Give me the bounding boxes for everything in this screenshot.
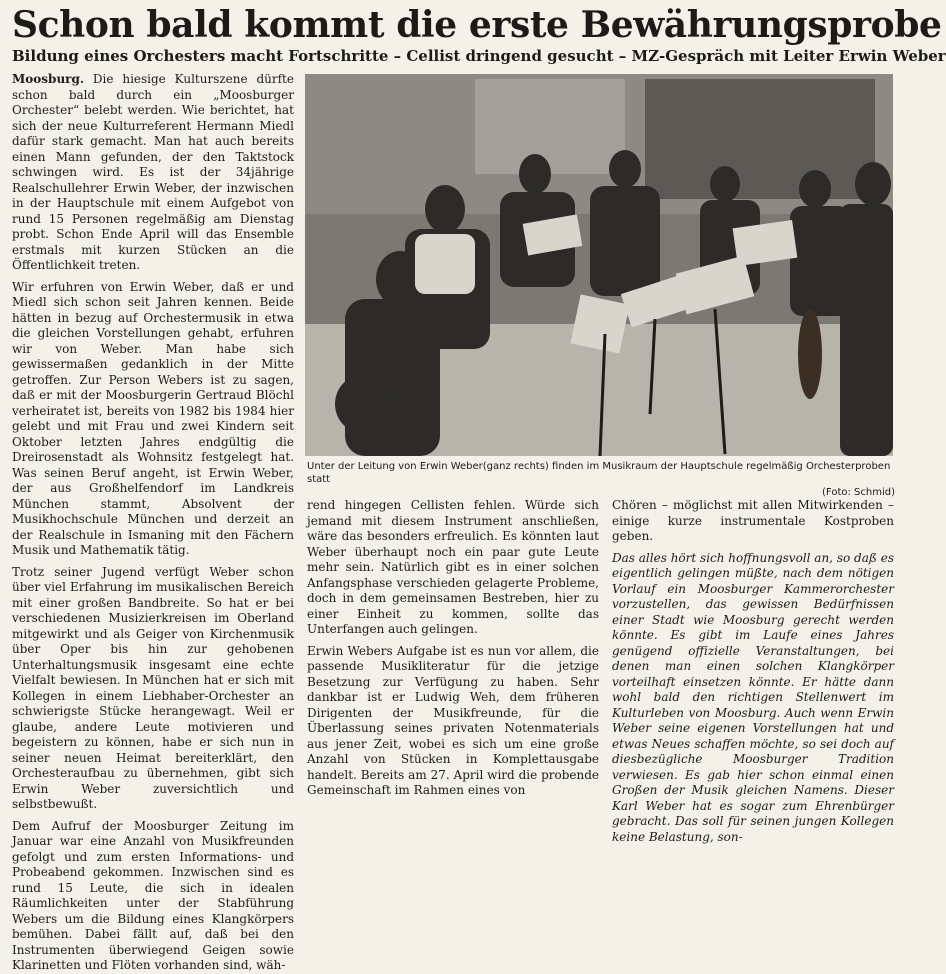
paragraph-text: Die hiesige Kulturszene dürfte schon bald durch ein „Moosburger Orchester“ belebt werden. Wie berichtet, hat sich der neue Kulturreferent Hermann Miedl dafür stark gemacht. Man hat auch bereits einen Mann gefunden, der den Taktstock schwingen wird. Es ist der 34jährige Realschullehrer Erwin Weber, der inzwischen in der Hauptschule mit einem Aufgebot von rund 15 Personen regelmäßig am Dienstag probt. Schon Ende April will das Ensemble erstmals mit kurzen Stücken an die Öffentlichkeit treten. xyxy=(12,72,294,272)
caption-text: Unter der Leitung von Erwin Weber(ganz rechts) finden im Musikraum der Hauptschule regelmäßig Orchesterproben statt xyxy=(307,461,891,485)
article-headline: Schon bald kommt die erste Bewährungsprobe xyxy=(12,4,942,46)
lead-place: Moosburg. xyxy=(12,72,85,86)
article-subheadline: Bildung eines Orchesters macht Fortschritte – Cellist dringend gesucht – MZ-Gespräch mit Leiter Erwin Weber xyxy=(12,47,946,65)
paragraph: Erwin Webers Aufgabe ist es nun vor allem, die passende Musikliteratur für die jetzige Besetzung zur Verfügung zu haben. Sehr dankbar ist er Ludwig Weh, dem früheren Dirigenten der Musikfreunde, für die Überlassung seines privaten Notenmaterials aus jener Zeit, wobei es sich um eine große Anzahl von Stücken in Komplettausgabe handelt. Bereits am 27. April wird die probende Gemeinschaft im Rahmen eines von xyxy=(307,643,599,797)
orchester-rehearsal-photo xyxy=(305,74,893,456)
paragraph xyxy=(12,72,294,274)
paragraph: Wir erfuhren von Erwin Weber, daß er und Miedl sich schon seit Jahren kennen. Beide hätten in bezug auf Orchestermusik in etwa die gleichen Vorstellungen gehabt, erfuhren wir von Weber. Man habe sich gewissermaßen gedanklich in der Mitte getroffen. Zur Person Webers ist zu sagen, daß er mit der Moosburgerin Gertraud Blöchl verheiratet ist, bereits von 1982 bis 1984 hier gelebt und mit Frau und zwei Kindern seit Oktober letzten Jahres endgültig die Dreirosenstadt als Wohnsitz festgelegt hat. Was seinen Beruf angeht, ist Erwin Weber, der aus Großhelfendorf im Landkreis München stammt, Absolvent der Musikhochschule München und derzeit an der Realschule in Ismaning mit den Fächern Musik und Mathematik tätig. xyxy=(12,279,294,557)
paragraph: Das alles hört sich hoffnungsvoll an, so daß es eigentlich gelingen müßte, nach dem nötigen Vorlauf ein Moosburger Kammerorchester vorzustellen, das gewissen Bedürfnissen einer Stadt wie Moosburg gerecht werden könnte. Es gibt im Laufe eines Jahres genügend offizielle Veranstaltungen, bei denen man einen solchen Klangkörper vorteilhaft einsetzen könnte. Er hätte dann wohl bald den richtigen Stellenwert im Kulturleben von Moosburg. Auch wenn Erwin Weber seine eigenen Vorstellungen hat und etwas Neues schaffen möchte, so sei doch auf diesbezügliche Moosburger Tradition verwiesen. Es gab hier schon einmal einen Großen der Musik gleichen Namens. Dieser Karl Weber hat es sogar zum Ehrenbürger gebracht. Das soll für seinen jungen Kollegen keine Belastung, son- xyxy=(612,550,894,844)
article-column-2 xyxy=(307,498,599,797)
photo-credit: (Foto: Schmid) xyxy=(822,487,895,498)
paragraph: Dem Aufruf der Moosburger Zeitung im Januar war eine Anzahl von Musikfreunden gefolgt und zum ersten Informations- und Probeabend gekommen. Inzwischen sind es rund 15 Leute, die sich in idealen Räumlichkeiten unter der Stabführung Webers um die Bildung eines Klangkörpers bemühen. Dabei fällt auf, daß bei den Instrumenten überwiegend Geigen sowie Klarinetten und Flöten vorhanden sind, wäh- xyxy=(12,818,294,972)
article-column-1 xyxy=(12,72,294,972)
article-photo xyxy=(305,74,893,456)
photo-caption xyxy=(307,460,895,499)
paragraph: rend hingegen Cellisten fehlen. Würde sich jemand mit diesem Instrument anschließen, wäre das besonders erfreulich. Es könnten laut Weber überhaupt noch ein paar gute Leute mehr sein. Natürlich gibt es in einer solchen Anfangsphase verschieden gelagerte Probleme, doch in dem gemeinsamen Bestreben, hier zu einer Einheit zu kommen, sollte das Unterfangen auch gelingen. xyxy=(307,498,599,636)
article-column-3 xyxy=(612,498,894,844)
paragraph: Trotz seiner Jugend verfügt Weber schon über viel Erfahrung im musikalischen Bereich mit einer großen Bandbreite. So hat er bei verschiedenen Musizierkreisen im Oberland mitgewirkt und als Geiger von Kirchenmusik über Oper bis hin zur gehobenen Unterhaltungsmusik insgesamt eine echte Vielfalt bewiesen. In München hat er sich mit Kollegen in einem Liebhaber-Orchester an schwierigste Stücke herangewagt. Weil er glaube, andere Leute motivieren und begeistern zu können, habe er sich nun in seiner neuen Heimat bereiterklärt, den Orchesteraufbau zu übernehmen, gibt sich Erwin Weber zuversichtlich und selbstbewußt. xyxy=(12,564,294,811)
paragraph: Chören – möglichst mit allen Mitwirkenden – einige kurze instrumentale Kostproben geben. xyxy=(612,498,894,543)
